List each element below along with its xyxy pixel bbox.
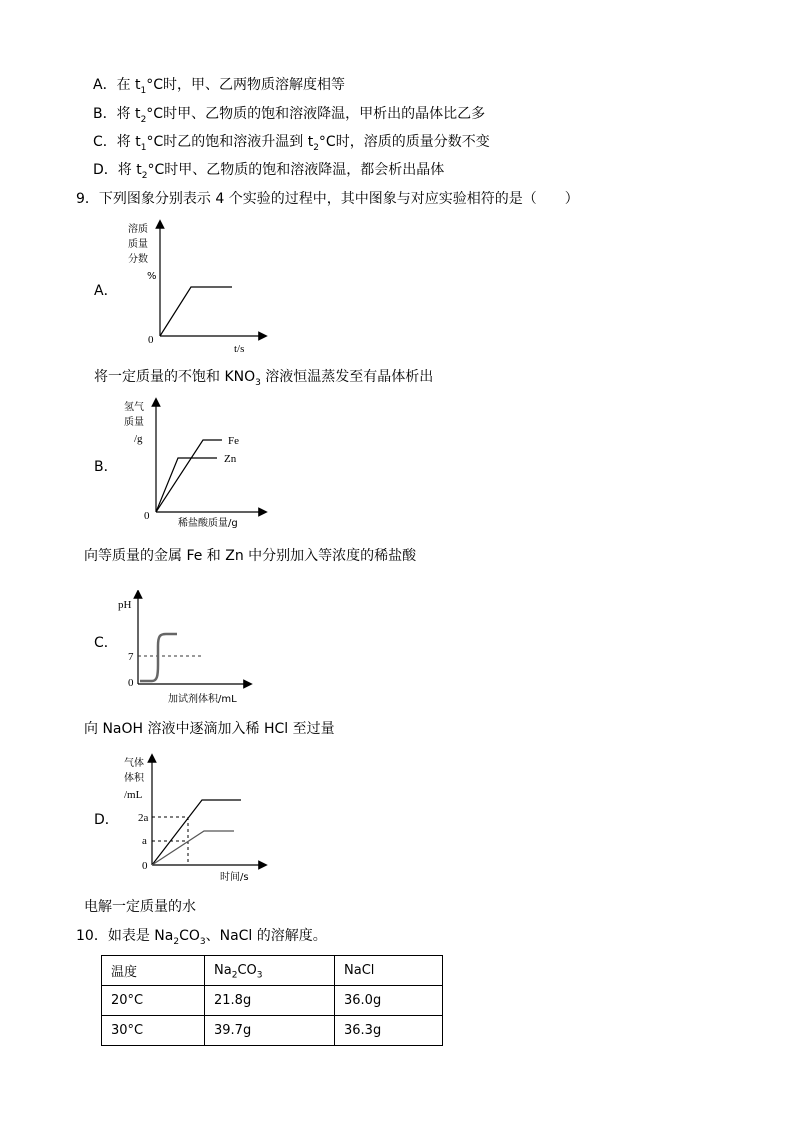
x-label: 稀盐酸质量/g: [178, 518, 238, 529]
upper-curve: [152, 800, 241, 865]
tick-2a: 2a: [138, 812, 149, 824]
table-header-row: [102, 956, 443, 986]
option-letter: B．: [93, 106, 117, 122]
cell-temp: 30°C: [102, 1016, 205, 1046]
y-label-line1: 氢气: [124, 402, 144, 413]
cell-na2co3: 21.8g: [205, 986, 335, 1016]
y-label-line2: 质量: [128, 239, 148, 250]
option-letter: A．: [93, 77, 117, 93]
y-label: pH: [118, 599, 132, 611]
x-label: 时间/s: [220, 872, 249, 883]
q8-option-b: B．将 $t_2^\circ C$时甲、乙物质的饱和溶液降温，甲析出的晶体比乙多: [93, 106, 486, 125]
header-temperature: 温度: [102, 956, 205, 986]
table-row: [102, 1016, 443, 1046]
y-label-line1: 溶质: [128, 224, 148, 235]
series-fe-line: [156, 440, 222, 512]
tick-a: a: [142, 835, 147, 847]
y-label-line4: %: [147, 271, 157, 282]
series-fe-label: Fe: [228, 435, 239, 447]
q9-a-caption: 将一定质量的不饱和 $KNO_3$ 溶液恒温蒸发至有晶体析出: [94, 369, 434, 388]
table-row: [102, 986, 443, 1016]
curve: [160, 287, 232, 336]
y-label-line3: /g: [134, 433, 143, 445]
y-label-line3: /mL: [124, 789, 143, 801]
ph-curve: [140, 634, 177, 681]
solubility-table: [101, 955, 443, 1046]
y-label-line3: 分数: [128, 254, 148, 265]
q9-b-caption: 向等质量的金属 Fe 和 Zn 中分别加入等浓度的稀盐酸: [84, 548, 417, 564]
header-na2co3: $Na_2CO_3$: [205, 956, 335, 986]
origin-label: 0: [128, 677, 134, 689]
q9-b-letter: B．: [94, 459, 118, 475]
y-label-line2: 质量: [124, 417, 144, 428]
option-letter: D．: [93, 162, 118, 178]
series-zn-label: Zn: [224, 453, 237, 465]
q9-stem: 9．下列图象分别表示 4 个实验的过程中，其中图象与对应实验相符的是（ ）: [76, 191, 579, 207]
q8-option-d: D．将 $t_2^\circ C$时甲、乙物质的饱和溶液降温，都会析出晶体: [93, 162, 445, 181]
cell-nacl: 36.3g: [335, 1016, 443, 1046]
graph-c: [116, 590, 276, 710]
origin-label: 0: [144, 510, 150, 522]
tick-7: 7: [128, 651, 134, 663]
q8-option-c: C．将 $t_1^\circ C$时乙的饱和溶液升温到 $t_2^\circ C$时，溶质的质量分数不变: [93, 134, 490, 153]
x-label: t/s: [234, 343, 245, 355]
graph-a: [120, 218, 270, 358]
q10-stem: 10．如表是 $Na_2CO_3$、NaCl 的溶解度。: [76, 928, 327, 947]
lower-curve: [152, 831, 234, 865]
option-letter: C．: [93, 134, 117, 150]
q9-d-letter: D．: [94, 812, 119, 828]
q9-c-letter: C．: [94, 635, 118, 651]
y-label-line1: 气体: [124, 758, 144, 769]
origin-label: 0: [148, 334, 154, 346]
q9-c-caption: 向 NaOH 溶液中逐滴加入稀 HCl 至过量: [84, 721, 335, 737]
q9-d-caption: 电解一定质量的水: [84, 899, 196, 915]
cell-nacl: 36.0g: [335, 986, 443, 1016]
q9-a-letter: A．: [94, 283, 118, 299]
origin-label: 0: [142, 860, 148, 872]
graph-b: [120, 396, 270, 534]
y-label-line2: 体积: [124, 773, 144, 784]
x-label: 加试剂体积/mL: [168, 694, 237, 705]
cell-na2co3: 39.7g: [205, 1016, 335, 1046]
cell-temp: 20°C: [102, 986, 205, 1016]
graph-d: [120, 752, 270, 888]
header-nacl: NaCl: [335, 956, 443, 986]
q8-option-a: A．在 $t_1^\circ C$时，甲、乙两物质溶解度相等: [93, 77, 346, 96]
